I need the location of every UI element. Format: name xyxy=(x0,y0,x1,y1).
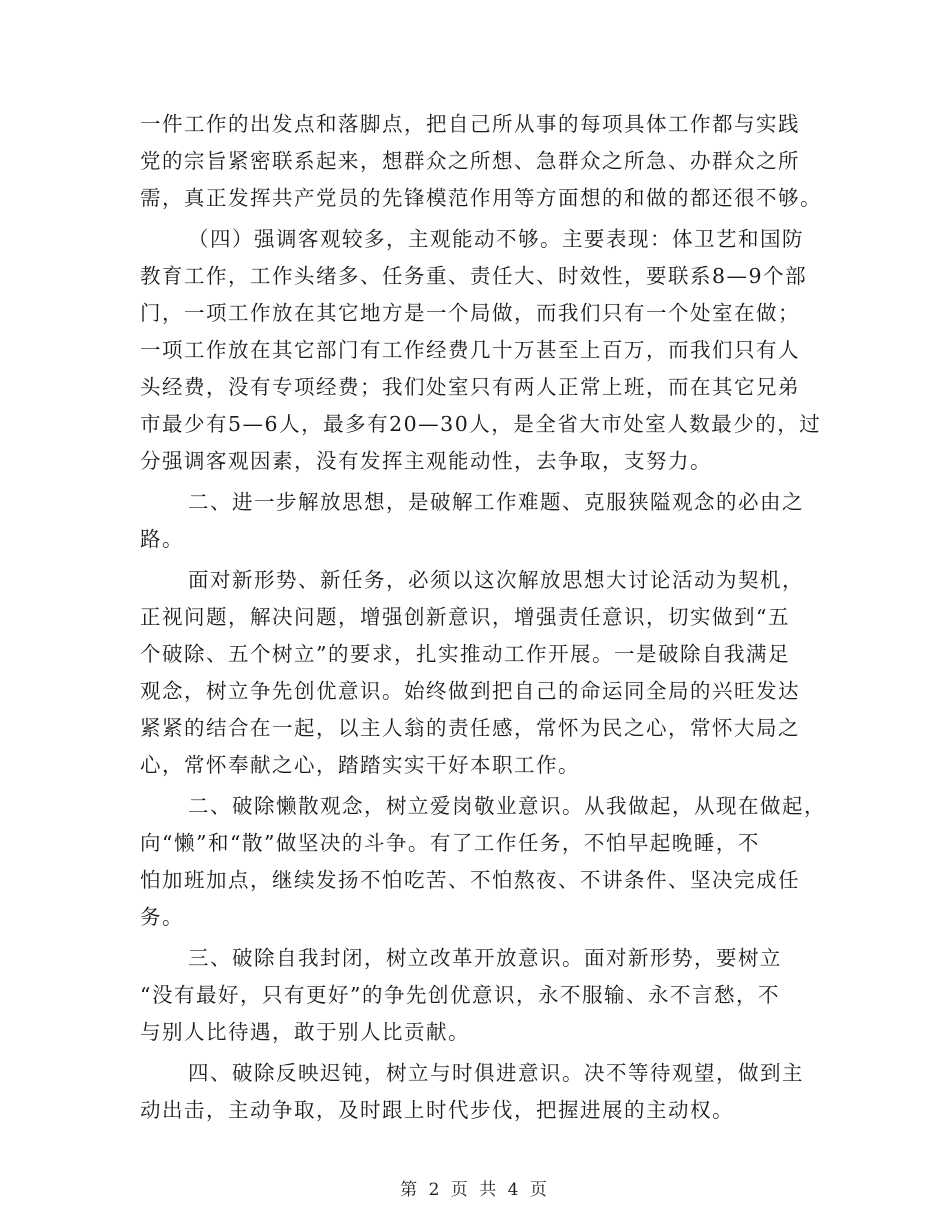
text-line: 心，常怀奉献之心，踏踏实实干好本职工作。 xyxy=(140,753,580,777)
paragraph xyxy=(140,221,830,480)
text-line: 门，一项工作放在其它地方是一个局做，而我们只有一个处室在做； xyxy=(140,301,800,325)
page-footer: 第 2 页 共 4 页 xyxy=(400,1180,550,1200)
text-line: 二、破除懒散观念，树立爱岗敬业意识。从我做起，从现在做起， xyxy=(188,794,826,818)
text-line: 党的宗旨紧密联系起来，想群众之所想、急群众之所急、办群众之所 xyxy=(140,149,800,173)
document-body xyxy=(140,106,830,1133)
text-line: 正视问题，解决问题，增强创新意识，增强责任意识，切实做到“五 xyxy=(140,605,790,629)
text-line: 四、破除反映迟钝，树立与时俱进意识。决不等待观望，做到主 xyxy=(188,1061,804,1085)
paragraph xyxy=(140,106,830,217)
text-line: 动出击，主动争取，及时跟上时代步伐，把握进展的主动权。 xyxy=(140,1098,734,1122)
text-line: 与别人比待遇，敢于别人比贡献。 xyxy=(140,1020,470,1044)
text-line: 二、进一步解放思想，是破解工作难题、克服狭隘观念的必由之 xyxy=(188,490,804,514)
text-line: 路。 xyxy=(140,527,184,551)
text-line: 个破除、五个树立”的要求，扎实推动工作开展。一是破除自我满足 xyxy=(140,642,790,666)
text-line: 怕加班加点，继续发扬不怕吃苦、不怕熬夜、不讲条件、坚决完成任 xyxy=(140,868,800,892)
paragraph xyxy=(140,1055,830,1129)
text-line: 分强调客观因素，没有发挥主观能动性，去争取，支努力。 xyxy=(140,449,712,473)
text-line: （四）强调客观较多，主观能动不够。主要表现：体卫艺和国防 xyxy=(188,227,804,251)
text-line: 教育工作，工作头绪多、任务重、责任大、时效性，要联系8—9个部 xyxy=(140,264,808,288)
paragraph xyxy=(140,940,830,1051)
text-line: 需，真正发挥共产党员的先锋模范作用等方面想的和做的都还很不够。 xyxy=(140,186,822,210)
text-line: 市最少有5—6人，最多有20—30人，是全省大市处室人数最少的，过 xyxy=(140,412,822,436)
text-line: 三、破除自我封闭，树立改革开放意识。面对新形势，要树立 xyxy=(188,946,782,970)
text-line: 观念，树立争先创优意识。始终做到把自己的命运同全局的兴旺发达 xyxy=(140,679,800,703)
paragraph xyxy=(140,484,830,558)
text-line: 面对新形势、新任务，必须以这次解放思想大讨论活动为契机， xyxy=(188,568,804,592)
text-line: 一件工作的出发点和落脚点，把自己所从事的每项具体工作都与实践 xyxy=(140,112,800,136)
text-line: 向“懒”和“散”做坚决的斗争。有了工作任务，不怕早起晚睡，不 xyxy=(140,831,760,855)
text-line: 务。 xyxy=(140,905,184,929)
text-line: 紧紧的结合在一起，以主人翁的责任感，常怀为民之心，常怀大局之 xyxy=(140,716,800,740)
paragraph xyxy=(140,788,830,936)
text-line: 一项工作放在其它部门有工作经费几十万甚至上百万，而我们只有人 xyxy=(140,338,800,362)
text-line: “没有最好，只有更好”的争先创优意识，永不服输、永不言愁，不 xyxy=(140,983,780,1007)
text-line: 头经费，没有专项经费；我们处室只有两人正常上班，而在其它兄弟 xyxy=(140,375,800,399)
paragraph xyxy=(140,562,830,784)
